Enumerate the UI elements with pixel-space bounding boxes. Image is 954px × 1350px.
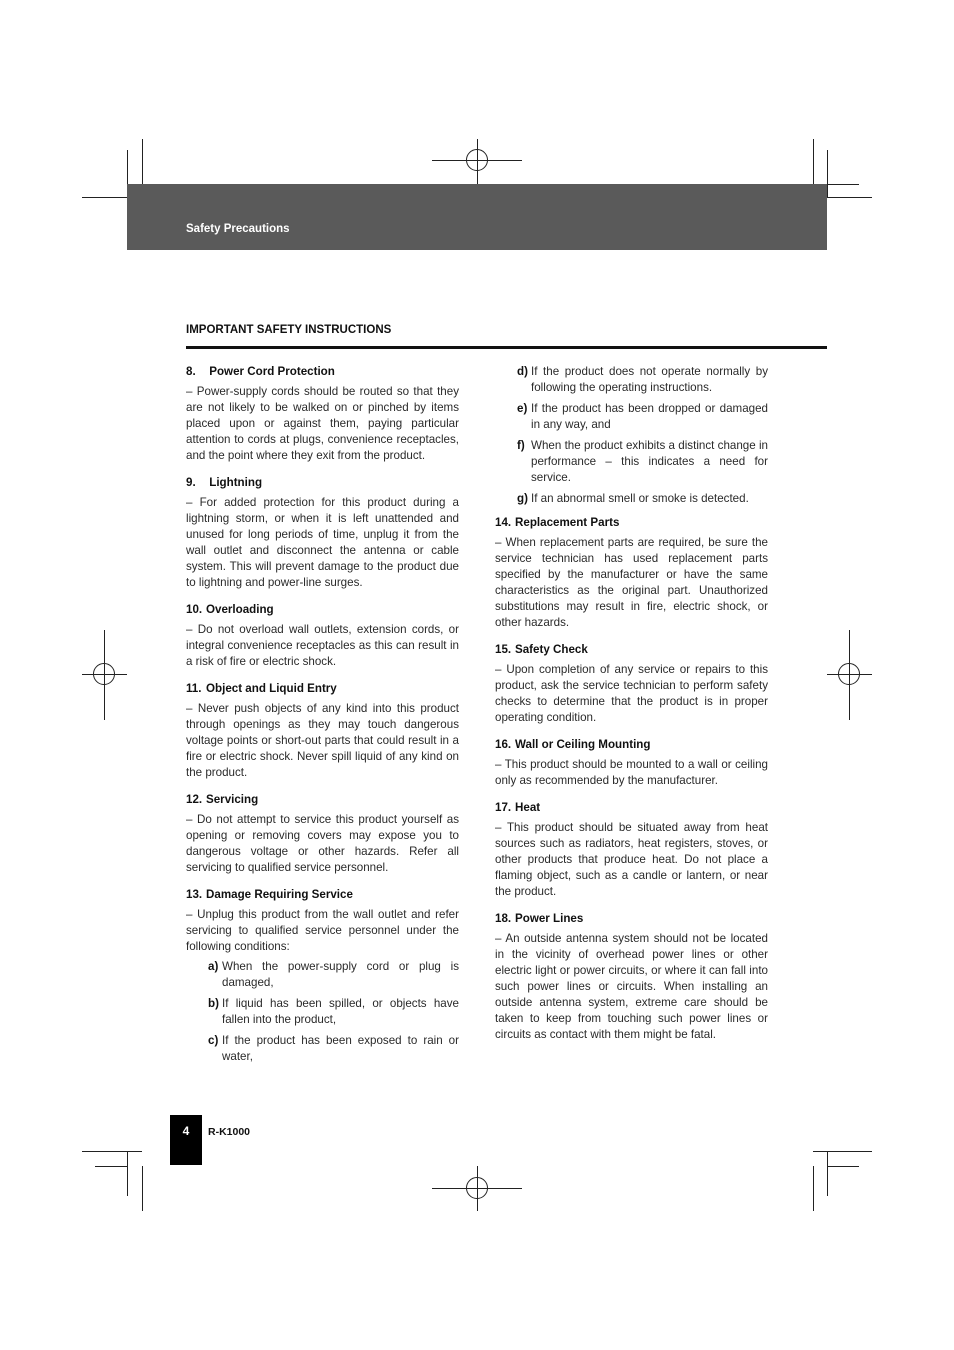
item-label: b)	[208, 997, 219, 1010]
section-body: – Do not attempt to service this product yourself as opening or removing covers may expose you to dangerous voltage or other hazards. Refer all servicing to qualified service personnel.	[186, 813, 459, 874]
item-text: When the product exhibits a distinct change in performance – this indicates a need for service.	[531, 439, 768, 484]
section-number: 10.	[186, 603, 203, 616]
section-body: – An outside antenna system should not be located in the vicinity of overhead power lines or other electric light or power circuits, or where it can fall into such power lines or circuits. When installing an outside antenna system, extreme care should be taken to keep from touching such power lines or circuits as contact with them might be fatal.	[495, 932, 768, 1041]
section-servicing	[186, 792, 459, 876]
section-title: Damage Requiring Service	[206, 888, 353, 901]
section-number: 18.	[495, 912, 512, 925]
condition-list-continued	[495, 364, 768, 507]
section-number: 11.	[186, 682, 202, 695]
list-item	[517, 438, 768, 486]
section-number: 14.	[495, 516, 512, 529]
section-safety-check	[495, 642, 768, 726]
section-body: – When replacement parts are required, be sure the service technician has used replacement parts specified by the manufacturer or have the same characteristics as the original part. Unauthorized substitutions may result in fire, electric shock, or other hazards.	[495, 536, 768, 629]
section-title: Object and Liquid Entry	[206, 682, 337, 695]
item-label: f)	[517, 439, 525, 452]
page-heading: IMPORTANT SAFETY INSTRUCTIONS	[186, 324, 392, 336]
section-number: 8.	[186, 365, 196, 378]
section-title: Safety Check	[515, 643, 588, 656]
section-number: 13.	[186, 888, 203, 901]
section-number: 9.	[186, 476, 196, 489]
condition-list	[186, 959, 459, 1065]
section-body: – Do not overload wall outlets, extension cords, or integral convenience receptacles as this can result in a risk of fire or electric shock.	[186, 623, 459, 668]
section-heat	[495, 800, 768, 900]
section-number: 15.	[495, 643, 512, 656]
section-body: – Power-supply cords should be routed so that they are not likely to be walked on or pinched by items placed upon or against them, paying particular attention to cords at plugs, convenience receptacles, and the point where they exit from the product.	[186, 385, 459, 462]
section-damage-requiring-service	[186, 887, 459, 1065]
heading-divider	[186, 346, 827, 349]
section-title: Heat	[515, 801, 541, 814]
section-power-cord-protection	[186, 364, 459, 464]
item-label: g)	[517, 492, 528, 505]
section-wall-ceiling-mounting	[495, 737, 768, 789]
item-text: If liquid has been spilled, or objects have fallen into the product,	[222, 997, 459, 1026]
section-overloading	[186, 602, 459, 670]
page-number: 4	[182, 1124, 190, 1138]
section-number: 12.	[186, 793, 203, 806]
section-lightning	[186, 475, 459, 591]
list-item	[208, 959, 459, 991]
item-text: If the product has been exposed to rain or water,	[222, 1034, 459, 1063]
section-title: Servicing	[206, 793, 259, 806]
item-label: d)	[517, 365, 528, 378]
item-label: e)	[517, 402, 528, 415]
model-number: R-K1000	[208, 1126, 251, 1138]
section-body: – Upon completion of any service or repairs to this product, ask the service technician to perform safety checks to determine that the product is in proper operating condition.	[495, 663, 768, 724]
list-item	[517, 364, 768, 396]
section-body: – Unplug this product from the wall outlet and refer servicing to qualified service personnel under the following conditions:	[186, 908, 459, 953]
registration-circle-icon	[466, 149, 488, 171]
section-title: Wall or Ceiling Mounting	[515, 738, 651, 751]
registration-circle-icon	[838, 663, 860, 685]
right-column	[495, 364, 768, 1054]
section-number: 16.	[495, 738, 512, 751]
section-title: Safety Precautions	[186, 223, 290, 235]
item-text: If the product has been dropped or damaged in any way, and	[531, 402, 768, 431]
section-title: Power Lines	[515, 912, 584, 925]
left-column	[186, 364, 459, 1070]
section-object-liquid-entry	[186, 681, 459, 781]
list-item	[517, 491, 768, 507]
item-label: c)	[208, 1034, 219, 1047]
section-title: Overloading	[206, 603, 274, 616]
list-item	[208, 1033, 459, 1065]
page-number-tab	[170, 1115, 202, 1165]
section-body: – This product should be mounted to a wall or ceiling only as recommended by the manufacturer.	[495, 758, 768, 787]
registration-circle-icon	[93, 663, 115, 685]
item-text: If an abnormal smell or smoke is detected.	[531, 492, 749, 505]
section-replacement-parts	[495, 515, 768, 631]
header-band	[127, 184, 827, 250]
section-title: Power Cord Protection	[209, 365, 335, 378]
item-label: a)	[208, 960, 219, 973]
section-number: 17.	[495, 801, 512, 814]
section-title: Replacement Parts	[515, 516, 620, 529]
list-item	[208, 996, 459, 1028]
item-text: If the product does not operate normally by following the operating instructions.	[531, 365, 768, 394]
section-body: – Never push objects of any kind into this product through openings as they may touch dangerous voltage points or short-out parts that could result in a fire or electric shock. Never spill liquid of any kind on the product.	[186, 702, 459, 779]
item-text: When the power-supply cord or plug is damaged,	[222, 960, 459, 989]
list-item	[517, 401, 768, 433]
section-title: Lightning	[209, 476, 263, 489]
registration-circle-icon	[466, 1177, 488, 1199]
section-body: – For added protection for this product during a lightning storm, or when it is left unattended and unused for long periods of time, unplug it from the wall outlet and disconnect the antenna or cable system. This will prevent damage to the product due to lightning and power-line surges.	[186, 496, 459, 589]
section-body: – This product should be situated away from heat sources such as radiators, heat registers, stoves, or other products that produce heat. Do not place a flaming object, such as a candle or lantern, or near the product.	[495, 821, 768, 898]
section-power-lines	[495, 911, 768, 1043]
